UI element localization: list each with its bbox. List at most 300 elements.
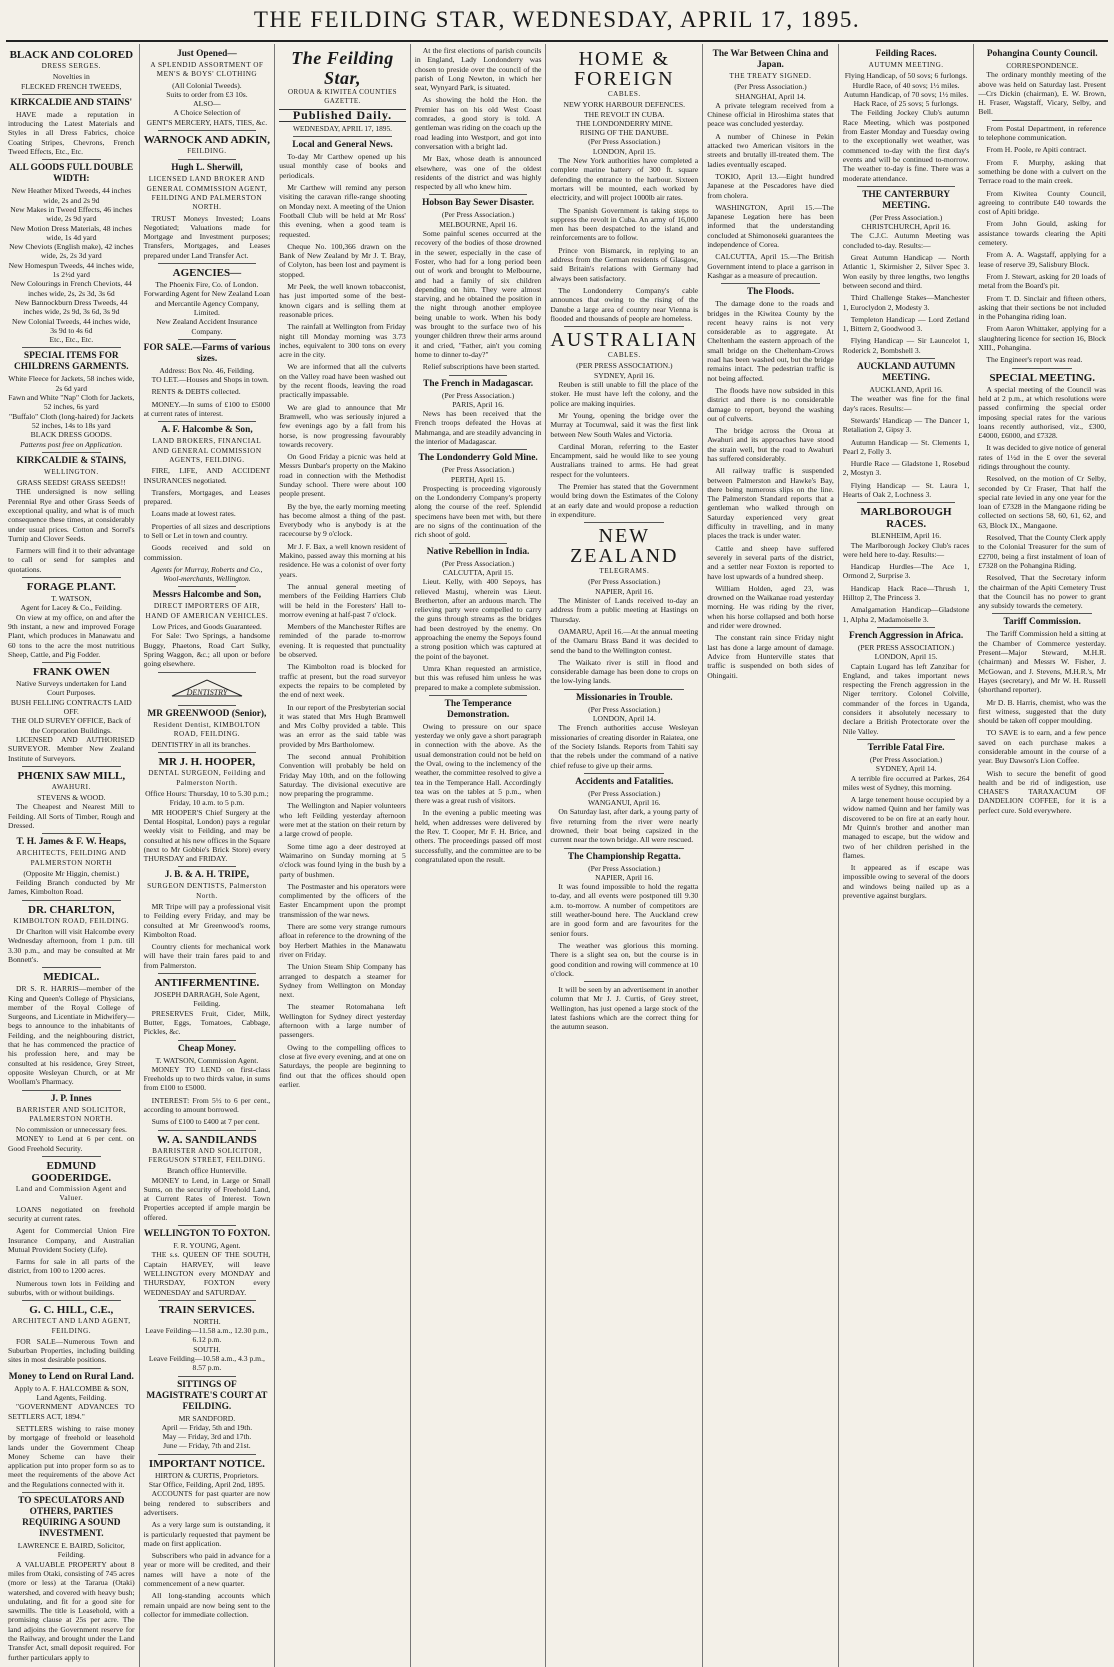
article-subheading: LICENSED LAND BROKER AND GENERAL COMMISSION AGENT, FEILDING AND PALMERSTON NORTH. [146, 175, 268, 212]
article-paragraph: LICENSED AND AUTHORISED SURVEYOR. Member New Zealand Institute of Surveyors. [8, 734, 135, 763]
article-paragraph: MR Tripe will pay a professional visit to Feilding every Friday, and may be consulted at Mr Greenwood's rooms, Kimbolton Road. [143, 902, 271, 939]
column-rule [584, 981, 664, 982]
article-paragraph: LOANS negotiated on freehold security at current rates. [8, 1204, 135, 1223]
article-paragraph: Relief subscriptions have been started. [422, 362, 540, 372]
column-2 [140, 44, 276, 1667]
article-line: The Phoenix Fire, Co. of London. [155, 280, 259, 290]
column-4 [411, 44, 547, 1667]
article-block [279, 140, 406, 1089]
column-rule [22, 347, 121, 348]
article-line: (Per Press Association.) [441, 558, 515, 568]
article-paragraph: MONEY to Lend at 6 per cent. on Good Freehold Security. [8, 1134, 135, 1153]
article-line: Hack Race, of 25 sovs; 5 furlongs. [853, 99, 959, 109]
article-paragraph: Numerous town lots in Feilding and suburbs, with or without buildings. [8, 1278, 135, 1297]
article-block [8, 666, 135, 763]
article-block [8, 98, 135, 156]
article-paragraph: The second annual Prohibition Convention will probably be held on Friday May 10th, and on the following Saturday. The divisional executive are now preparing the programme. [279, 752, 406, 799]
article-line: SYDNEY, April 16. [593, 370, 655, 380]
column-rule [429, 194, 528, 195]
article-paragraph: Mr Carthew will remind any person visiting the caravan rifle-range shooting on Monday next. A meeting of the Union Football Club will be held at Mr Ross' this evening, when a good team is requested. [279, 183, 406, 239]
tooth-icon [168, 676, 246, 702]
article-block [550, 852, 698, 979]
article-paragraph: A VALUABLE PROPERTY about 8 miles from Otaki, consisting of 745 acres (more or less) at the Tararua (Otaki) watershed, and covered with heavy bush; undulating, and fit for a good site for sawmills. The title is Leasehold, with a promising clause at 25s per acre. The land adjoins the Government reserve for the Railway, and brought under the Land Transfer Act, small deposit required. For further particulars apply to [8, 1559, 135, 1662]
article-note: Patterns post free on Application. [20, 439, 123, 449]
column-rule [449, 543, 508, 544]
article-heading: FORAGE PLANT. [26, 581, 116, 594]
column-rule [992, 120, 1092, 121]
article-line: STEVENS & WOOD. [37, 793, 106, 803]
article-block [8, 1372, 135, 1489]
column-6 [703, 44, 839, 1667]
article-heading: FRANK OWEN [32, 666, 110, 679]
article-block [8, 1094, 135, 1153]
article-paragraph: From A. A. Wagstaff, applying for a lease of reserve 39, Salisbury Block. [978, 250, 1106, 269]
article-paragraph: INTEREST: From 5½ to 6 per cent., according to amount borrowed. [143, 1095, 271, 1115]
article-paragraph: We are informed that all the culverts on the Valley road have been washed out by the recent floods, leaving the road practically impassable. [279, 362, 406, 400]
article-paragraph: Sums of £100 to £400 at 7 per cent. [151, 1117, 260, 1127]
article-paragraph: Feilding Branch conducted by Mr James, Kimbolton Road. [8, 878, 135, 897]
article-paragraph: Flying Handicap — St. Laura 1, Hearts of Oak 2, Lochness 3. [842, 480, 970, 499]
column-rule [857, 739, 956, 740]
article-heading: WELLINGTON TO FOXTON. [143, 1229, 270, 1240]
article-paragraph: Templeton Handicap — Lord Zetland 1, Bittern 2, Goodwood 3. [842, 314, 970, 334]
column-rule [429, 449, 528, 450]
article-paragraph: Subscribers who paid in advance for a year or more will be credited, and their names will have a note of the commencement of a new quarter. [143, 1551, 271, 1589]
column-rule [22, 1300, 121, 1301]
article-line: New Homespun Tweeds, 44 inches wide, 1s 2½d yard [8, 260, 134, 280]
article-paragraph: The Tariff Commission held a sitting at the Chamber of Commerce yesterday. Present—Major Steward, M.H.R. (chairman) and Messrs W. Fisher, J. McGowan, and J. Stevens, M.H.R.'s, Mr Hayes (secretary), and Mr W. H. Russell (shorthand reporter). [978, 629, 1106, 695]
article-line: June — Friday, 7th and 21st. [163, 1441, 251, 1451]
column-rule [857, 186, 956, 187]
article-paragraph: Flying Handicap — Sir Launcelot 1, Roderick 2, Bombshell 3. [842, 336, 970, 355]
article-heading: MR GREENWOOD (Senior), [147, 708, 267, 719]
article-paragraph: All railway traffic is suspended between Palmerston and Hawke's Bay, there being numerous slips on the line. The Palmerston Standard reports that a gentleman who walked through on Saturday experienced very great difficulty in travelling, and in many places the track is under water. [707, 466, 834, 541]
article-heading: The Championship Regatta. [567, 851, 681, 862]
article-paragraph: Prince von Bismarck, in replying to an address from the German residents of Glasgow, said Britain's relations with Germany had always been satisfactory. [550, 245, 699, 283]
article-paragraph: On Good Friday a picnic was held at Messrs Dunbar's property on the Makino road in connection with the Methodist Sunday school. There were about 100 people present. [279, 452, 406, 499]
article-line: Novelties in [52, 72, 90, 82]
article-line: SHANGHAI, April 14. [735, 91, 806, 101]
article-paragraph: DENTISTRY in all its branches. [151, 740, 251, 750]
article-heading: MARLBOROUGH RACES. [860, 506, 952, 531]
article-paragraph: Handicap Hack Race—Thrush 1, Hilltop 2, The Princess 3. [842, 583, 970, 603]
article-paragraph: MONEY to Lend, in Large or Small Sums, on the security of Freehold Land, at Current Rates of Interest. Town Properties accepted if ample margin be offered. [143, 1175, 271, 1222]
article-paragraph: The Marlborough Jockey Club's races were held here to-day. Results:— [842, 540, 970, 559]
article-heading: AUSTRALIAN [550, 329, 699, 352]
article-heading: Tariff Commission. [1003, 617, 1081, 628]
article-paragraph: The damage done to the roads and bridges in the Kiwitea County by the recent heavy rains is not very considerable as to aggregate. At Cheltenham the eastern approach of the small bridge on the Cheltenham-Crows road has been washed out, but the bridge remains intact. The pedestrian traffic is not being affected. [707, 299, 834, 383]
article-block [978, 124, 1106, 365]
column-rule [42, 1368, 101, 1369]
article-heading: The Floods. [747, 287, 794, 298]
article-block [279, 48, 406, 133]
article-paragraph: FIRE, LIFE, AND ACCIDENT INSURANCES negotiated. [143, 466, 271, 485]
article-line: Suits to order from £3 10s. [166, 89, 248, 99]
article-block [144, 709, 271, 750]
column-rule [877, 627, 936, 628]
article-heading: Terrible Fatal Fire. [867, 742, 945, 753]
column-rule [22, 900, 121, 901]
article-block [8, 904, 135, 964]
article-paragraph: Goods received and sold on commission. [143, 543, 271, 562]
article-block [843, 190, 970, 355]
article-subheading: ARCHITECT AND LAND AGENT, FEILDING. [12, 1317, 131, 1335]
article-heading: SITTINGS OF MAGISTRATE'S COURT AT FEILDING. [146, 1379, 268, 1412]
article-block [978, 617, 1106, 815]
column-rule [178, 339, 237, 340]
article-paragraph: By the bye, the early morning meeting has become almost a thing of the past. Everybody who is anybody is at the racecourse by 9 o'clock. [279, 501, 406, 539]
article-paragraph: From John Gould, asking for assistance towards clearing the Apiti cemetery. [978, 219, 1106, 248]
article-line: New Bannockburn Dress Tweeds, 44 inches wide, 2s 9d, 3s 6d, 3s 9d [15, 297, 128, 317]
article-heading: PHŒNIX SAW MILL, [17, 769, 126, 782]
article-line: Flying Handicap, of 50 sovs; 6 furlongs. [844, 71, 968, 81]
article-line: ALSO— [193, 99, 221, 109]
article-paragraph: The French authorities accuse Wesleyan missionaries of creating disorder in Raiatea, one of the Society Islands. Reports from Tahiti say that the rebels under the command of a native chief refuse to give up their arms. [550, 723, 699, 770]
column-rule [877, 358, 936, 359]
article-paragraph: From T. D. Sinclair and fifteen others, asking that their sections be not included in the Pohangina riding loan. [978, 293, 1106, 322]
article-paragraph: WASHINGTON, April 15.—The Japanese Legation here has been informed that the understanding concluded at Shimonoseki guarantees the independence of Corea. [707, 202, 834, 250]
article-line: Hurdle Race, of 40 sovs; 1½ miles. [852, 80, 960, 90]
article-line: (Per Press Association.) [869, 212, 943, 222]
article-heading: Missionaries in Trouble. [575, 692, 673, 703]
article-block [8, 837, 135, 896]
article-line: LONDON, April 15. [592, 146, 656, 156]
article-paragraph: MONEY.—In sums of £100 to £5000 at current rates of interest. [143, 399, 271, 419]
article-paragraph: Transfers, Mortgages, and Leases prepared. [143, 487, 271, 507]
article-block [8, 971, 135, 1086]
column-rule [22, 1492, 121, 1493]
article-heading: ALL GOODS FULL DOUBLE WIDTH: [9, 163, 134, 185]
article-line: CALCUTTA, April 15. [442, 567, 514, 577]
column-rule [158, 973, 257, 974]
article-paragraph: Agent for Commercial Union Fire Insurance Company, and Australian Mutual Provident Society (Life). [8, 1226, 135, 1254]
article-block [8, 1496, 135, 1662]
article-heading: SPECIAL MEETING. [989, 371, 1096, 384]
article-heading: THE CANTERBURY MEETING. [862, 189, 951, 211]
article-line: NEW YORK HARBOUR DEFENCES. [563, 100, 686, 110]
article-heading: Messrs Halcombe and Son, [152, 590, 262, 601]
article-paragraph: From F. Murphy, asking that something be done with a culvert on the Terrace road to the main creek. [978, 157, 1106, 186]
article-line: Leave Feilding—10.58 a.m., 4.3 p.m., 8.57 p.m. [148, 1353, 265, 1373]
article-heading: KIRKCALDIE & STAINS, [16, 455, 127, 466]
article-heading: Just Opened— [177, 49, 237, 59]
article-line: Apply to A. F. HALCOMBE & SON, Land Agents, Feilding. [14, 1383, 129, 1403]
article-heading: AUCKLAND AUTUMN MEETING. [856, 362, 956, 384]
column-rule [42, 833, 101, 834]
column-rule [22, 577, 121, 578]
article-paragraph: Country clients for mechanical work will have their train fares paid to and from Palmerston. [143, 942, 271, 970]
article-heading: ANTIFERMENTINE. [154, 977, 260, 990]
column-rule [178, 1040, 237, 1041]
column-rule [158, 1454, 257, 1455]
article-paragraph: Handicap Hurdles—The Ace 1, Ormond 2, Surprise 3. [842, 562, 970, 581]
article-paragraph: As a very large sum is outstanding, it is particularly requested that payment be made on first application. [143, 1520, 271, 1548]
article-paragraph: OAMARU, April 16.—At the annual meeting of the Oamaru Brass Band it was decided to send the band to the Wellington contest. [550, 626, 699, 655]
article-block [8, 581, 135, 659]
article-paragraph: HAVE made a reputation in introducing the Latest Materials and Styles in all Dress Fabrics, choice Coating Stripes, Chevrons, French Tweed Effects, Etc., Etc. [8, 109, 135, 157]
article-paragraph: Cheque No. 100,366 drawn on the Bank of New Zealand by Mr J. T. Bray, of Colyton, has been lost and payment is stopped. [279, 241, 406, 279]
article-paragraph: Mr D. B. Harris, chemist, who was the first witness, suggested that the duty should be taken off copper moulding. [978, 697, 1106, 726]
article-block [550, 693, 698, 770]
article-block [8, 163, 135, 344]
article-line: (Per Press Association.) [441, 465, 515, 475]
article-paragraph: The rainfall at Wellington from Friday night till Monday morning was 3.73 inches, equivalent to 300 tons on every acre in the city. [279, 322, 406, 360]
article-paragraph: Mr Peek, the well known tobacconist, has just imported some of the best-known cigars and is selling them at reasonable prices. [279, 282, 406, 319]
article-paragraph: Resolved, That the County Clerk apply to the Colonial Treasurer for the sum of £2700, being a first instalment of loan of £7328 on the Pohangina Riding. [978, 533, 1106, 570]
article-paragraph: We are glad to announce that Mr Bramwell, who was seriously injured a few evenings ago by a fall from his horse, is now progressing favourably towards recovery. [279, 402, 406, 449]
article-subheading: BARRISTER AND SOLICITOR, FERGUSON STREET, FEILDING. [148, 1146, 266, 1164]
article-heading: T. H. James & F. W. Heaps, [16, 837, 127, 848]
column-rule [158, 130, 257, 131]
dentistry-banner [144, 676, 271, 702]
column-rule [158, 1300, 257, 1301]
article-block [8, 1160, 135, 1297]
article-line: Branch office Hunterville. [167, 1166, 247, 1176]
article-subheading: WELLINGTON. [43, 467, 99, 476]
article-paragraph: Cardinal Moran, referring to the Easter Encampment, said he would like to see young Australians trained to arms. He had great respect for the volunteers. [550, 441, 699, 479]
article-block [415, 379, 542, 447]
article-heading: Pohangina County Council. [986, 49, 1098, 59]
article-paragraph: The Minister of Lands received to-day an address from a public meeting at Hastings on Thursday. [550, 596, 699, 624]
article-subheading: KIMBOLTON ROAD, FEILDING. [13, 916, 130, 925]
article-line: LONDON, April 15. [874, 652, 938, 662]
article-block [144, 425, 271, 583]
article-line: JOSEPH DARRAGH, Sole Agent, Feilding. [154, 990, 260, 1009]
article-paragraph: Properties of all sizes and descriptions to Sell or Let in town and country. [143, 521, 271, 540]
article-paragraph: The Wellington and Napier volunteers who left Feilding yesterday afternoon were met at the station on their return by a large crowd of people. [279, 801, 406, 839]
article-paragraph: Resolved, That the Secretary inform the chairman of the Apiti Cemetery Trust that the Council has no power to grant any subsidy towards the cemetery. [978, 573, 1106, 611]
article-block [144, 590, 271, 668]
article-block [415, 46, 542, 191]
article-paragraph: The steamer Rotomahana left Wellington for Sydney direct yesterday afternoon with a large number of passengers. [279, 1002, 406, 1040]
column-rule [992, 613, 1092, 614]
article-paragraph: Owing to pressure on our space yesterday we only gave a short paragraph in connection with the above. As the usual demonstration could not be held on the Oval, owing to the inclemency of the weather, the committee resolved to give a tea in the Temperance Hall. Accordingly tea was on the tables at 5 p.m., when there was a great rush of visitors. [414, 721, 542, 806]
article-block [707, 287, 834, 680]
article-line: White Fleece for Jackets, 58 inches wide, 2s 6d yard [8, 374, 135, 393]
article-block [144, 1044, 271, 1127]
article-subheading: AWAHURI. [51, 782, 91, 791]
article-paragraph: The constant rain since Friday night last has done a large amount of damage. Advice from Hunterville states that traffic is suspended on both sides of Ohingaiti. [707, 633, 834, 680]
article-line: AUCKLAND, April 16. [869, 385, 943, 395]
article-line: NAPIER, April 16. [595, 872, 654, 882]
column-rule [178, 866, 237, 867]
article-block [8, 770, 135, 830]
nameplate-published: Published Daily. [279, 109, 406, 122]
article-heading: Hobson Bay Sewer Disaster. [422, 198, 535, 209]
article-paragraph: The ordinary monthly meeting of the above was held on Saturday last. Present—Crs Dickin (chairman), E. W. Brown, H. Fraser, Wagstaff, Vicary, Selby, and Bell. [978, 70, 1106, 117]
article-block [144, 1229, 271, 1297]
article-line: GRASS SEEDS! GRASS SEEDS!! [16, 478, 126, 488]
article-paragraph: It was decided to give notice of general rates of 1½d in the £ over the several ridings throughout the county. [978, 443, 1106, 471]
article-paragraph: The Spanish Government is taking steps to suppress the revolt in Cuba. An army of 16,000 men has been despatched to the island and reinforcements are to follow. [550, 205, 699, 243]
article-line: New Zealand Accident Insurance Company. [156, 317, 258, 336]
article-paragraph: ACCOUNTS for past quarter are now being rendered to subscribers and advertisers. [143, 1489, 271, 1517]
article-paragraph: A special meeting of the Council was held at 2 p.m., at which resolutions were passed confirming the special order imposing special rates for the various loans recently authorised, viz., £300, £4000, £6000, and £7328. [978, 384, 1106, 441]
article-paragraph: On view at my office, on and after the 9th instant, a new and improved Forage Plant, which produces in Manawatu and 60 tons to the acre the most nutritious Sheep, Cattle, and Pig Fodder. [8, 612, 135, 659]
column-rule [158, 752, 257, 753]
article-paragraph: The Feilding Jockey Club's autumn Race Meeting, which was postponed from Easter Monday and Tuesday owing to the exceptionally wet weather, was commenced to-day with the first day's events and will be continued to-morrow. The weather to-day is fine. There was a moderate attendance. [842, 108, 970, 183]
article-paragraph: TO SAVE is to earn, and a few pence saved on each purchase makes a considerable amount in the course of a year. Buy Dawson's Lion Coffee. [978, 728, 1106, 766]
column-rule [22, 94, 121, 95]
article-heading: Hugh L. Sherwill, [171, 163, 243, 174]
article-line: Etc., Etc., Etc. [49, 335, 94, 345]
column-5 [546, 44, 703, 1667]
article-line: SOUTH. [193, 1344, 221, 1354]
article-paragraph: As showing the hold the Hon. the Premier has on his old West Coast comrades, a good story is told. A gentleman was riding on the coach up the road leading into Westport, and got into conversation with a bright lad. [414, 95, 542, 151]
article-line: (Per Press Association.) [588, 788, 661, 798]
article-line: Forwarding Agent for New Zealand Loan and Mercantile Agency Company, Limited. [143, 289, 271, 317]
article-heading: Native Rebellion in India. [426, 546, 530, 557]
article-block [415, 198, 542, 371]
article-block [8, 351, 135, 448]
article-paragraph: For Sale: Two Springs, a handsome Buggy, Phaetons, Road Cart Sulky, Spring Waggon, &c.; all upon or before going elsewhere. [143, 631, 271, 669]
article-paragraph: The Union Steam Ship Company has arranged to despatch a steamer for Sydney from Wellington on Monday next. [279, 962, 406, 1000]
article-line: LONDON, April 14. [592, 714, 656, 724]
article-paragraph: Wish to secure the benefit of good health and be rid of indigestion, use CHASE'S TARAXACUM OF DANDELION COFFEE, for it is a perfect cure. Sold everywhere. [978, 768, 1106, 815]
article-heading: G. C. HILL, C.E., [29, 1304, 114, 1317]
article-paragraph: CALCUTTA, April 15.—The British Government intend to place a garrison in Kashgar as a measure of precaution. [707, 252, 834, 280]
article-block [843, 49, 970, 183]
article-subheading: DENTAL SURGEON, Feilding and Palmerston North. [148, 769, 266, 787]
article-line: SYDNEY, April 14. [875, 764, 937, 774]
article-paragraph: The annual general meeting of members of the Feilding Harriers Club will be held in the Foresters' Hall to-morrow evening at half-past 7 o'clock. [279, 581, 406, 619]
article-paragraph: News has been received that the French troops defeated the Hovas at Mahmanga, and are steadily advancing in the interior of Madagascar. [414, 409, 542, 446]
article-block [550, 526, 698, 686]
article-block [843, 362, 970, 499]
article-line: April — Friday, 5th and 19th. [161, 1422, 253, 1432]
columns-container [4, 44, 1110, 1662]
nameplate-title: The Feilding Star, [291, 48, 394, 88]
article-paragraph: William Holden, aged 23, was drowned on the Waikanae road yesterday morning. He was riding by the river, when his horse collapsed and both horse and rider were drowned. [707, 583, 834, 631]
article-block [144, 49, 271, 127]
article-block [8, 1304, 135, 1364]
article-block [550, 330, 698, 519]
masthead: THE FEILDING STAR, WEDNESDAY, APRIL 17, 1895. [6, 0, 1108, 42]
column-rule [449, 375, 508, 376]
article-line: (Per Press Association.) [441, 390, 515, 400]
article-block [144, 676, 271, 702]
article-heading: NEW ZEALAND [570, 525, 679, 568]
article-line: BLACK DRESS GOODS. [30, 430, 112, 440]
article-subheading: DIRECT IMPORTERS OF AIR, HAND OF AMERICAN VEHICLES. [145, 602, 269, 620]
article-block [843, 743, 970, 900]
article-paragraph: TRUST Moneys Invested; Loans Negotiated; Valuations made for Mortgage and Investment purposes; Transfers, Mortgages, and Leases prepared under Land Transfer Act. [143, 213, 271, 260]
article-line: Native Surveys undertaken for Land Court Purposes. [16, 679, 127, 698]
article-paragraph: TOKIO, April 13.—Eight hundred Japanese at the Pescadores have died from cholera. [707, 171, 834, 200]
column-rule [178, 1225, 237, 1226]
article-heading: J. B. & A. H. TRIPE, [164, 870, 249, 881]
article-heading: The Temperance Demonstration. [444, 698, 512, 720]
column-rule [178, 1376, 237, 1377]
article-block [550, 49, 698, 323]
article-line: Agent for Lacey & Co., Feilding. [20, 603, 122, 613]
article-block [843, 506, 970, 624]
nameplate-date: WEDNESDAY, APRIL 17, 1895. [292, 123, 393, 133]
column-rule [158, 263, 257, 264]
article-paragraph: Farms for sale in all parts of the district, from 100 to 1200 acres. [8, 1257, 135, 1276]
article-heading: SPECIAL ITEMS FOR CHILDRENS GARMENTS. [13, 351, 129, 373]
column-rule [178, 705, 237, 706]
column-3 [275, 44, 411, 1667]
article-block [550, 985, 698, 1031]
column-rule [158, 1130, 257, 1131]
article-heading: FOR SALE.—Farms of various sizes. [143, 342, 271, 364]
article-subheading: LAND BROKERS, FINANCIAL AND GENERAL COMMISSION AGENTS, FEILDING. [152, 437, 262, 464]
article-paragraph: The Postmaster and his operators were complimented by the officers of the Easter Encampment upon the prompt transmission of the war news. [279, 881, 406, 919]
article-paragraph: Cattle and sheep have suffered severely in several parts of the district, and a settler near Foxton is reported to have lost upwards of a hundred sheep. [707, 543, 834, 581]
article-paragraph: It was found impossible to hold the regatta to-day, and all events were postponed till 9.30 a.m. to-morrow. A number of competitors are still weather-bound here. The Auckland crew are in good form and are favourites for the senior fours. [550, 882, 699, 938]
article-subheading: A SPLENDID ASSORTMENT OF MEN'S & BOYS' CLOTHING [150, 61, 264, 79]
article-subheading: FEILDING. [187, 147, 227, 156]
article-heading: Accidents and Fatalities. [575, 776, 674, 787]
article-line: Star Office, Feilding, April 2nd, 1895. [148, 1480, 265, 1490]
article-subheading: Resident Dentist, KIMBOLTON ROAD, FEILDING. [153, 720, 261, 738]
article-line: (Opposite Mr Higgin, chemist.) [23, 868, 120, 878]
article-line: WANGANUI, April 16. [588, 798, 661, 808]
column-rule [857, 502, 956, 503]
article-line: Low Prices, and Goods Guaranteed. [152, 622, 262, 632]
article-heading: J. P. Innes [50, 1093, 92, 1104]
article-paragraph: Amalgamation Handicap—Gladstone 1, Alpha 2, Madamoiselle 3. [842, 605, 970, 624]
article-line: (PER PRESS ASSOCIATION.) [857, 642, 955, 652]
article-line: FLECKED FRENCH TWEEDS, [21, 81, 122, 91]
article-paragraph: Dr Charlton will visit Halcombe every Wednesday afternoon, from 1 p.m. till 3.30 p.m., and may be consulted at Mr Bonnett's. [8, 927, 135, 964]
article-line: (All Colonial Tweeds). [172, 80, 242, 90]
column-rule [564, 326, 684, 327]
article-subheading: BARRISTER AND SOLICITOR, PALMERSTON NORTH. [16, 1105, 127, 1123]
article-block [144, 756, 271, 863]
article-paragraph: Mr Young, opening the bridge over the Murray at Tocumwal, said it was the first link between New South Wales and Victoria. [550, 410, 699, 439]
article-subheading: CABLES. [607, 90, 641, 98]
article-paragraph: From H. Poole, re Apiti contract. [986, 145, 1087, 155]
article-paragraph: Some painful scenes occurred at the recovery of the bodies of those drowned in the sewer, especially in the case of Foster, who had for a long period been out of work and brought to Melbourne, and had a family of six children depending on him. They were almost starving, and he obtained the position in the night through another employee being unable to work. When his body was brought to the surface two of his younger children threw their arms around it and cried, "Father, ain't you coming home to dinner to-day?" [414, 229, 542, 359]
article-line: (Per Press Association.) [588, 577, 661, 587]
article-heading: DR. CHARLTON, [28, 903, 115, 916]
column-rule [42, 452, 101, 453]
article-paragraph: "GOVERNMENT ADVANCES TO SETTLERS ACT, 1894." [8, 1402, 135, 1421]
article-line: T. WATSON, [51, 594, 92, 604]
article-paragraph: Hurdle Race — Gladstone 1, Rosebud 2, Mostyn 3. [842, 459, 970, 478]
column-rule [564, 848, 684, 849]
article-paragraph: Some time ago a deer destroyed at Waimarino on Sunday morning at 5 o'clock was found lying in the bush by a party of bushmen. [279, 841, 406, 879]
article-line: MELBOURNE, April 16. [439, 219, 518, 229]
article-heading: A. F. Halcombe & Son, [161, 425, 253, 436]
article-paragraph: The Waikato river is still in flood and considerable damage has been done to crops on the low-lying lands. [550, 657, 699, 686]
article-block [415, 453, 542, 539]
article-line: THE OLD SURVEY OFFICE, Back of the Corporation Buildings. [11, 716, 131, 735]
article-paragraph: Members of the Manchester Rifles are reminded of the parade to-morrow evening. It is requested that punctuality be observed. [279, 622, 406, 660]
article-paragraph: All long-standing accounts which remain unpaid are now being sent to the collector for immediate collection. [143, 1591, 271, 1619]
article-paragraph: A large tenement house occupied by a widow named Quinn and her family was discovered to be on fire at an early hour. Mr Quinn's brother and another man managed to escape, but the widow and two of her children perished in the flames. [842, 795, 970, 860]
article-heading: Local and General News. [292, 140, 393, 151]
article-heading: The War Between China and Japan. [712, 49, 829, 70]
article-line: New Makes in Tweed Effects, 46 inches wide, 2s 9d yard [10, 204, 133, 224]
article-line: Autumn Handicap, of 70 sovs; 1½ miles. [843, 89, 969, 99]
article-block [415, 547, 542, 692]
column-rule [429, 695, 528, 696]
article-heading: MR J. H. HOOPER, [158, 756, 256, 769]
article-heading: EDMUND GOODERIDGE. [31, 1160, 112, 1185]
article-line: NAPIER, April 16. [595, 586, 654, 596]
article-paragraph: The C.J.C. Autumn Meeting was concluded to-day. Results:— [842, 231, 970, 250]
article-paragraph: PRESERVES Fruit, Cider, Milk, Butter, Eggs, Tomatoes, Cabbage, Pickles, &c. [143, 1008, 271, 1037]
article-line: (Per Press Association.) [441, 210, 515, 220]
article-paragraph: The floods have now subsided in this district and there is no considerable damage to report, beyond the washing out of culverts. [707, 385, 834, 423]
article-heading: MEDICAL. [43, 971, 100, 984]
article-line: PARIS, April 16. [452, 399, 504, 409]
article-line: (Per Press Association.) [588, 863, 661, 873]
article-line: CORRESPONDENCE. [1006, 61, 1079, 70]
